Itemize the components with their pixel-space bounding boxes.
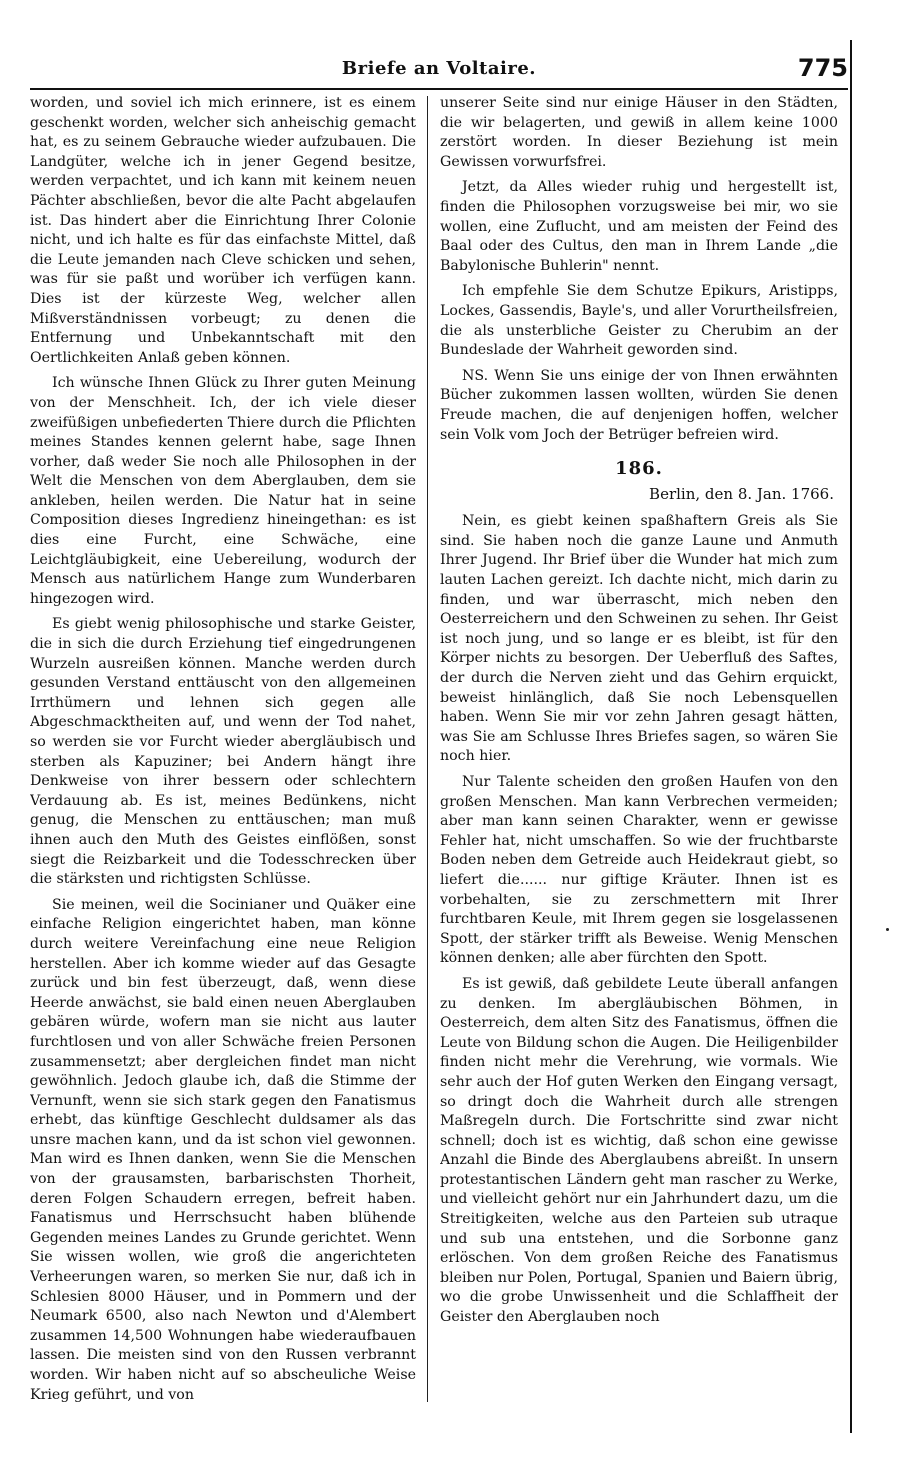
letter-number: 186.	[615, 458, 663, 480]
paragraph: Ich wünsche Ihnen Glück zu Ihrer guten Meinung von der Menschheit. Ich, der ich viele dieser zweifüßigen unbefiederten Thiere durch die Pflichten meines Standes kennen gelernt habe, sage Ihnen vorher, daß weder Sie noch alle Philosophen in der Welt die Menschen von dem Aberglauben, dem sie ankleben, heilen werden. Die Natur hat in seine Composition dieses Ingredienz hineingethan: es ist dies eine Furcht, eine Schwäche, eine Leichtgläubigkeit, eine Uebereilung, wodurch der Mensch aus natürlichem Hange zum Wunderbaren hingezogen wird.	[30, 375, 416, 607]
running-header	[30, 52, 848, 86]
paragraph: Nein, es giebt keinen spaßhaftern Greis als Sie sind. Sie haben noch die ganze Laune und Anmuth Ihrer Jugend. Ihr Brief über die Wunder hat mich zum lauten Lachen gereizt. Ich dachte nicht, mich darin zu finden, und war überrascht, mich neben den Oesterreichern und den Schweinen zu sehen. Ihr Geist ist noch jung, und so lange er es bleibt, ist für den Körper nichts zu besorgen. Der Ueberfluß des Saftes, der durch die Nerven zieht und das Gehirn erquickt, beweist hinlänglich, daß Sie noch Lebensquellen haben. Wenn Sie mir vor zehn Jahren gesagt hätten, was Sie am Schlusse Ihres Briefes sagen, so wären Sie noch hier.	[440, 513, 838, 765]
running-title: Briefe an Voltaire.	[341, 58, 537, 79]
column-divider	[427, 96, 428, 1402]
postscript: NS. Wenn Sie uns einige der von Ihnen erwähnten Bücher zukommen lassen wollten, würden Sie denen Freude machen, die auf denjenigen hoffen, welcher sein Volk vom Joch der Betrüger befreien wird.	[440, 367, 838, 443]
paragraph: Ich empfehle Sie dem Schutze Epikurs, Aristipps, Lockes, Gassendis, Bayle's, und aller Vorurtheilsfreien, die als unsterbliche Geister zu Cherubim an der Bundeslade der Wahrheit geworden sind.	[440, 283, 838, 359]
paragraph: Sie meinen, weil die Socinianer und Quäker eine einfache Religion eingerichtet haben, man könne durch weitere Vereinfachung eine neue Religion herstellen. Aber ich komme wieder auf das Gesagte zurück und bin fest überzeugt, daß, wenn diese Heerde anwächst, sie bald einen neuen Aberglauben gebären würde, wofern man sie nicht aus lauter furchtlosen und von aller Schwäche freien Personen zusammensetzt; aber dergleichen findet man nicht gewöhnlich. Jedoch glaube ich, daß die Stimme der Vernunft, wenn sie sich stark gegen den Fanatismus erhebt, das künftige Geschlecht duldsamer als das unsre machen kann, und da ist schon viel gewonnen. Man wird es Ihnen danken, wenn Sie die Menschen von der grausamsten, barbarischsten Thorheit, deren Folgen Schaudern erregen, befreit haben. Fanatismus und Herrschsucht haben blühende Gegenden meines Landes zu Grunde gerichtet. Wenn Sie wissen wollen, wie groß die angerichteten Verheerungen waren, so merken Sie nur, daß ich in Schlesien 8000 Häuser, und in Pommern und der Neumark 6500, also nach Newton und d'Alembert zusammen 14,500 Wohnungen habe wiederaufbauen lassen. Die meisten sind von den Russen verbrannt worden. Wir haben nicht auf so abscheuliche Weise Krieg geführt, und von	[30, 896, 416, 1403]
left-column	[30, 94, 416, 1404]
paragraph: unserer Seite sind nur einige Häuser in den Städten, die wir belagerten, und gewiß in allem keine 1000 zerstört worden. In dieser Beziehung ist mein Gewissen vorwurfsfrei.	[440, 95, 838, 170]
paragraph: Es ist gewiß, daß gebildete Leute überall anfangen zu denken. Im abergläubischen Böhmen, in Oesterreich, dem alten Sitz des Fanatismus, öffnen die Leute von Bildung schon die Augen. Die Heiligenbilder finden nicht mehr die Verehrung, wie vormals. Wie sehr auch der Hof guten Werken den Eingang versagt, so dringt doch die Wahrheit durch alle strengen Maßregeln durch. Die Fortschritte sind zwar nicht schnell; doch ist es wichtig, daß schon eine gewisse Anzahl die Binde des Aberglaubens abreißt. In unsern protestantischen Ländern geht man rascher zu Werke, und vielleicht gehört nur ein Jahrhundert dazu, um die Streitigkeiten, welche aus den Parteien sub utraque und sub una entstehen, und die Sorbonne ganz erlöschen. Von dem großen Reiche des Fanatismus bleiben nur Polen, Portugal, Spanien und Baiern übrig, wo die grobe Unwissenheit und die Schlaffheit der Geister den Aberglauben noch	[440, 975, 838, 1326]
letter-dateline: Berlin, den 8. Jan. 1766.	[649, 484, 834, 503]
page-number: 775	[797, 54, 848, 82]
paragraph: Jetzt, da Alles wieder ruhig und hergestellt ist, finden die Philosophen vorzugsweise bei mir, wo sie wollen, eine Zuflucht, und am meisten der Feind des Baal oder des Cultus, den man in Ihrem Lande „die Babylonische Buhlerin" nennt.	[440, 179, 838, 274]
right-frame-line	[850, 40, 852, 1433]
right-column	[440, 94, 838, 1404]
paragraph: Nur Talente scheiden den großen Haufen von den großen Menschen. Man kann Verbrechen vermeiden; aber man kann seinen Charakter, wenn er gewisse Fehler hat, nicht umschaffen. So wie der fruchtbarste Boden neben dem Getreide auch Heidekraut giebt, so liefert die...... nur giftige Kräuter. Ihnen ist es vorbehalten, sie zu zerschmettern mit Ihrer furchtbaren Keule, mit Ihrem gegen sie losgelassenen Spott, der stärker trifft als Beweise. Wenig Menschen können denken; alle aber fürchten den Spott.	[440, 774, 838, 967]
paragraph: worden, und soviel ich mich erinnere, ist es einem geschenkt worden, welcher sich anheischig gemacht hat, es zu seinem Gebrauche wieder aufzubauen. Die Landgüter, welche ich in jener Gegend besitze, werden verpachtet, und ich kann mit keinem neuen Pächter abschließen, bevor die alte Pacht abgelaufen ist. Das hindert aber die Einrichtung Ihrer Colonie nicht, und ich halte es für das einfachste Mittel, daß die Leute jemanden nach Cleve schicken und sehen, was für sie paßt und worüber ich verfügen kann. Dies ist der kürzeste Weg, welcher allen Mißverständnissen vorbeugt; zu denen die Entfernung und Unbekanntschaft mit den Oertlichkeiten Anlaß geben können.	[30, 95, 416, 366]
margin-ink-speck	[886, 928, 889, 931]
paragraph: Es giebt wenig philosophische und starke Geister, die in sich die durch Erziehung tief eingedrungenen Wurzeln ausreißen können. Manche werden durch gesunden Verstand enttäuscht von den allgemeinen Irrthümern und lehnen sich gegen alle Abgeschmacktheiten auf, und wenn der Tod nahet, so werden sie vor Furcht wieder abergläubisch und sterben als Kapuziner; bei Andern hängt ihre Denkweise von ihrer bessern oder schlechtern Verdauung ab. Es ist, meines Bedünkens, nicht genug, die Menschen zu enttäuschen; man muß ihnen auch den Muth des Geistes einflößen, sonst siegt die Reizbarkeit und die Todesschrecken über die stärksten und richtigsten Schlüsse.	[30, 616, 416, 888]
header-rule	[30, 88, 848, 90]
